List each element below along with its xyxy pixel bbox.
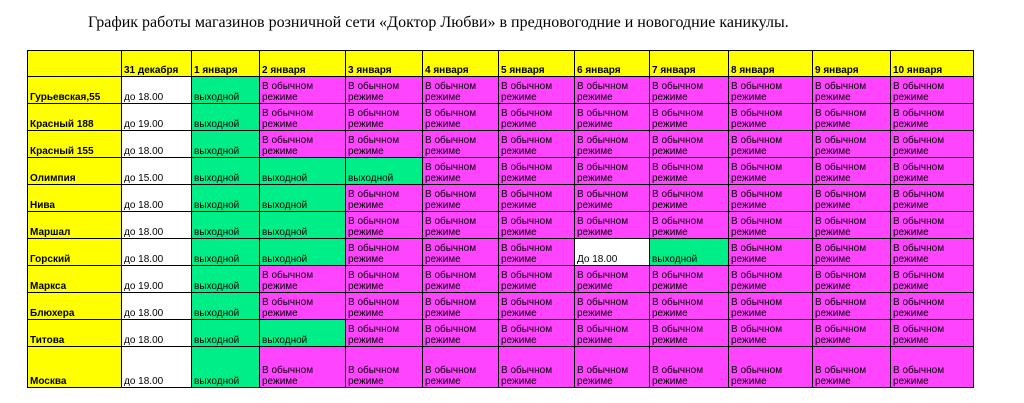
date-header-cell: 8 января xyxy=(729,51,813,77)
schedule-cell-normal: В обычном режиме xyxy=(499,77,575,104)
table-row xyxy=(28,266,974,293)
schedule-cell-normal: В обычном режиме xyxy=(650,185,729,212)
schedule-cell-normal: В обычном режиме xyxy=(346,77,423,104)
schedule-cell-normal: В обычном режиме xyxy=(575,212,650,239)
schedule-cell-normal: В обычном режиме xyxy=(260,266,346,293)
schedule-cell-normal: В обычном режиме xyxy=(575,320,650,347)
schedule-cell-normal: В обычном режиме xyxy=(891,158,974,185)
schedule-cell-normal: В обычном режиме xyxy=(260,293,346,320)
schedule-cell-hours: до 18.00 xyxy=(122,131,192,158)
schedule-cell-normal: В обычном режиме xyxy=(346,185,423,212)
schedule-cell-hours: до 19.00 xyxy=(122,266,192,293)
schedule-cell-normal: В обычном режиме xyxy=(423,293,499,320)
schedule-cell-normal: В обычном режиме xyxy=(813,158,891,185)
date-header-cell: 3 января xyxy=(346,51,423,77)
schedule-cell-normal: В обычном режиме xyxy=(729,266,813,293)
schedule-cell-normal: В обычном режиме xyxy=(729,320,813,347)
schedule-cell-normal: В обычном режиме xyxy=(813,320,891,347)
schedule-cell-normal: В обычном режиме xyxy=(575,293,650,320)
schedule-cell-normal: В обычном режиме xyxy=(575,158,650,185)
page-title: График работы магазинов розничной сети «Доктор Любви» в предновогодние и новогодние каникулы. xyxy=(88,14,789,31)
schedule-cell-normal: В обычном режиме xyxy=(813,293,891,320)
schedule-cell-normal: В обычном режиме xyxy=(423,212,499,239)
schedule-cell-off: выходной xyxy=(260,185,346,212)
table-row xyxy=(28,239,974,266)
schedule-cell-normal: В обычном режиме xyxy=(499,293,575,320)
store-name-cell: Красный 188 xyxy=(28,104,122,131)
table-row xyxy=(28,185,974,212)
table-row xyxy=(28,320,974,347)
schedule-cell-off: выходной xyxy=(192,320,260,347)
schedule-cell-normal: В обычном режиме xyxy=(499,320,575,347)
schedule-cell-normal: В обычном режиме xyxy=(729,347,813,388)
schedule-cell-normal: В обычном режиме xyxy=(813,185,891,212)
schedule-cell-normal: В обычном режиме xyxy=(891,293,974,320)
date-header-cell: 4 января xyxy=(423,51,499,77)
date-header-cell: 2 января xyxy=(260,51,346,77)
date-header-cell: 6 января xyxy=(575,51,650,77)
schedule-cell-off: выходной xyxy=(192,104,260,131)
schedule-cell-off: выходной xyxy=(192,77,260,104)
schedule-cell-off: выходной xyxy=(260,239,346,266)
schedule-cell-normal: В обычном режиме xyxy=(650,158,729,185)
schedule-cell-normal: В обычном режиме xyxy=(813,347,891,388)
schedule-cell-normal: В обычном режиме xyxy=(346,347,423,388)
schedule-cell-off: выходной xyxy=(260,320,346,347)
schedule-cell-normal: В обычном режиме xyxy=(260,104,346,131)
schedule-cell-normal: В обычном режиме xyxy=(260,131,346,158)
schedule-cell-normal: В обычном режиме xyxy=(813,104,891,131)
schedule-cell-normal: В обычном режиме xyxy=(499,239,575,266)
schedule-cell-normal: В обычном режиме xyxy=(575,104,650,131)
table-row xyxy=(28,104,974,131)
store-name-cell: Гурьевская,55 xyxy=(28,77,122,104)
schedule-cell-hours: до 18.00 xyxy=(122,293,192,320)
schedule-cell-off: выходной xyxy=(192,347,260,388)
schedule-cell-normal: В обычном режиме xyxy=(575,266,650,293)
store-name-cell: Олимпия xyxy=(28,158,122,185)
schedule-cell-normal: В обычном режиме xyxy=(891,131,974,158)
schedule-cell-off: выходной xyxy=(192,185,260,212)
schedule-cell-off: выходной xyxy=(260,212,346,239)
date-header-cell: 10 января xyxy=(891,51,974,77)
schedule-cell-normal: В обычном режиме xyxy=(813,239,891,266)
schedule-cell-normal: В обычном режиме xyxy=(891,77,974,104)
schedule-cell-normal: В обычном режиме xyxy=(423,104,499,131)
table-row xyxy=(28,347,974,388)
table-row xyxy=(28,77,974,104)
schedule-cell-normal: В обычном режиме xyxy=(499,158,575,185)
schedule-cell-normal: В обычном режиме xyxy=(575,185,650,212)
schedule-cell-normal: В обычном режиме xyxy=(891,239,974,266)
schedule-cell-normal: В обычном режиме xyxy=(423,77,499,104)
schedule-cell-normal: В обычном режиме xyxy=(729,158,813,185)
schedule-cell-hours: до 19.00 xyxy=(122,104,192,131)
schedule-cell-normal: В обычном режиме xyxy=(891,212,974,239)
schedule-cell-normal: В обычном режиме xyxy=(499,131,575,158)
schedule-cell-hours: до 15.00 xyxy=(122,158,192,185)
schedule-cell-normal: В обычном режиме xyxy=(729,239,813,266)
schedule-cell-normal: В обычном режиме xyxy=(891,104,974,131)
schedule-cell-normal: В обычном режиме xyxy=(346,266,423,293)
schedule-cell-normal: В обычном режиме xyxy=(650,212,729,239)
schedule-cell-normal: В обычном режиме xyxy=(423,266,499,293)
store-name-cell: Маршал xyxy=(28,212,122,239)
date-header-cell: 5 января xyxy=(499,51,575,77)
schedule-cell-normal: В обычном режиме xyxy=(575,347,650,388)
schedule-cell-off: выходной xyxy=(192,266,260,293)
schedule-cell-normal: В обычном режиме xyxy=(729,131,813,158)
schedule-cell-normal: В обычном режиме xyxy=(423,320,499,347)
schedule-cell-normal: В обычном режиме xyxy=(650,347,729,388)
schedule-cell-normal: В обычном режиме xyxy=(499,347,575,388)
schedule-cell-normal: В обычном режиме xyxy=(423,185,499,212)
schedule-cell-normal: В обычном режиме xyxy=(891,320,974,347)
store-name-cell: Блюхера xyxy=(28,293,122,320)
schedule-cell-plain: До 18.00 xyxy=(575,239,650,266)
schedule-cell-normal: В обычном режиме xyxy=(423,131,499,158)
store-name-cell: Москва xyxy=(28,347,122,388)
schedule-cell-off: выходной xyxy=(192,239,260,266)
date-header-cell: 7 января xyxy=(650,51,729,77)
schedule-cell-normal: В обычном режиме xyxy=(650,131,729,158)
schedule-cell-normal: В обычном режиме xyxy=(891,185,974,212)
store-name-cell: Нива xyxy=(28,185,122,212)
schedule-cell-normal: В обычном режиме xyxy=(346,239,423,266)
schedule-cell-normal: В обычном режиме xyxy=(729,212,813,239)
schedule-cell-normal: В обычном режиме xyxy=(891,347,974,388)
schedule-cell-normal: В обычном режиме xyxy=(423,239,499,266)
schedule-cell-off: выходной xyxy=(192,158,260,185)
schedule-cell-normal: В обычном режиме xyxy=(499,266,575,293)
schedule-cell-normal: В обычном режиме xyxy=(346,320,423,347)
table-row xyxy=(28,293,974,320)
schedule-cell-normal: В обычном режиме xyxy=(346,212,423,239)
schedule-cell-normal: В обычном режиме xyxy=(650,104,729,131)
date-header-cell: 1 января xyxy=(192,51,260,77)
schedule-cell-off: выходной xyxy=(192,131,260,158)
schedule-cell-hours: до 18.00 xyxy=(122,212,192,239)
schedule-cell-normal: В обычном режиме xyxy=(499,185,575,212)
schedule-cell-off: выходной xyxy=(346,158,423,185)
schedule-cell-normal: В обычном режиме xyxy=(813,77,891,104)
table-row xyxy=(28,131,974,158)
schedule-cell-off: выходной xyxy=(650,239,729,266)
table-row xyxy=(28,212,974,239)
store-name-cell: Маркса xyxy=(28,266,122,293)
schedule-cell-off: выходной xyxy=(192,212,260,239)
schedule-cell-normal: В обычном режиме xyxy=(813,212,891,239)
schedule-cell-hours: до 18.00 xyxy=(122,77,192,104)
header-row xyxy=(28,51,974,77)
corner-header-cell xyxy=(28,51,122,77)
schedule-cell-normal: В обычном режиме xyxy=(813,131,891,158)
schedule-cell-off: выходной xyxy=(192,293,260,320)
schedule-cell-normal: В обычном режиме xyxy=(346,104,423,131)
schedule-cell-hours: до 18.00 xyxy=(122,347,192,388)
schedule-cell-normal: В обычном режиме xyxy=(423,158,499,185)
schedule-cell-normal: В обычном режиме xyxy=(650,266,729,293)
schedule-cell-normal: В обычном режиме xyxy=(650,293,729,320)
schedule-cell-normal: В обычном режиме xyxy=(499,104,575,131)
schedule-cell-normal: В обычном режиме xyxy=(575,77,650,104)
schedule-cell-normal: В обычном режиме xyxy=(346,131,423,158)
schedule-cell-normal: В обычном режиме xyxy=(575,131,650,158)
store-name-cell: Горский xyxy=(28,239,122,266)
schedule-cell-normal: В обычном режиме xyxy=(729,104,813,131)
schedule-cell-normal: В обычном режиме xyxy=(813,266,891,293)
schedule-cell-normal: В обычном режиме xyxy=(891,266,974,293)
schedule-cell-hours: до 18.00 xyxy=(122,239,192,266)
schedule-cell-normal: В обычном режиме xyxy=(260,77,346,104)
schedule-cell-hours: до 18.00 xyxy=(122,320,192,347)
schedule-cell-normal: В обычном режиме xyxy=(729,293,813,320)
schedule-cell-normal: В обычном режиме xyxy=(346,293,423,320)
schedule-cell-normal: В обычном режиме xyxy=(423,347,499,388)
schedule-cell-normal: В обычном режиме xyxy=(499,212,575,239)
store-name-cell: Красный 155 xyxy=(28,131,122,158)
schedule-cell-normal: В обычном режиме xyxy=(650,77,729,104)
schedule-cell-normal: В обычном режиме xyxy=(729,185,813,212)
schedule-cell-normal: В обычном режиме xyxy=(729,77,813,104)
table-row xyxy=(28,158,974,185)
schedule-table xyxy=(27,50,974,388)
schedule-cell-hours: до 18.00 xyxy=(122,185,192,212)
schedule-cell-normal: В обычном режиме xyxy=(260,347,346,388)
date-header-cell: 31 декабря xyxy=(122,51,192,77)
schedule-cell-off: выходной xyxy=(260,158,346,185)
schedule-cell-normal: В обычном режиме xyxy=(650,320,729,347)
store-name-cell: Титова xyxy=(28,320,122,347)
date-header-cell: 9 января xyxy=(813,51,891,77)
